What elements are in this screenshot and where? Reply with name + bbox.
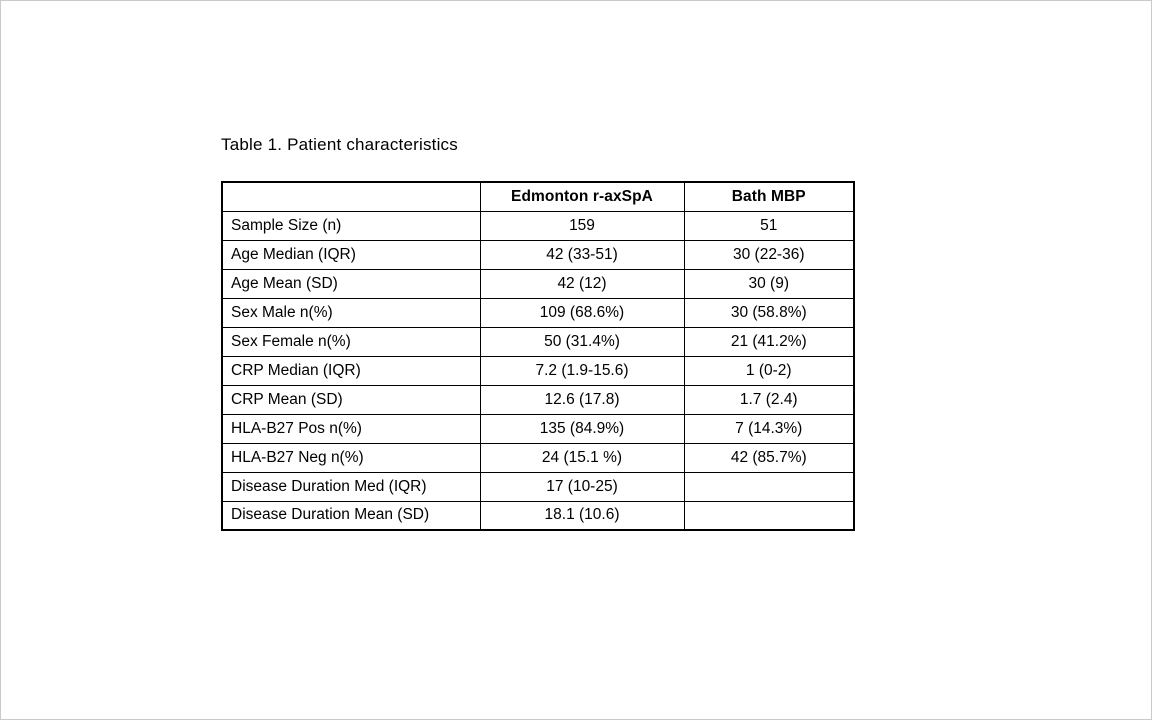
row-label: HLA-B27 Pos n(%) <box>222 414 480 443</box>
bath-value: 30 (22-36) <box>684 240 854 269</box>
edmonton-value: 12.6 (17.8) <box>480 385 684 414</box>
edmonton-value: 18.1 (10.6) <box>480 501 684 530</box>
bath-value: 51 <box>684 211 854 240</box>
row-label: Sample Size (n) <box>222 211 480 240</box>
header-empty-cell <box>222 182 480 211</box>
edmonton-value: 135 (84.9%) <box>480 414 684 443</box>
bath-value: 1 (0-2) <box>684 356 854 385</box>
table-row <box>222 269 854 298</box>
edmonton-value: 24 (15.1 %) <box>480 443 684 472</box>
bath-value: 42 (85.7%) <box>684 443 854 472</box>
edmonton-value: 109 (68.6%) <box>480 298 684 327</box>
table-row <box>222 414 854 443</box>
table-row <box>222 298 854 327</box>
edmonton-value: 159 <box>480 211 684 240</box>
table-row <box>222 472 854 501</box>
row-label: CRP Median (IQR) <box>222 356 480 385</box>
table-header-row <box>222 182 854 211</box>
edmonton-value: 42 (33-51) <box>480 240 684 269</box>
table-row <box>222 327 854 356</box>
bath-value: 1.7 (2.4) <box>684 385 854 414</box>
patient-characteristics-table <box>221 181 855 531</box>
edmonton-value: 42 (12) <box>480 269 684 298</box>
row-label: Sex Female n(%) <box>222 327 480 356</box>
table-row <box>222 443 854 472</box>
table-title: Table 1. Patient characteristics <box>221 135 458 154</box>
row-label: Age Mean (SD) <box>222 269 480 298</box>
edmonton-value: 50 (31.4%) <box>480 327 684 356</box>
table-row <box>222 356 854 385</box>
table-row <box>222 385 854 414</box>
row-label: Sex Male n(%) <box>222 298 480 327</box>
table-row <box>222 501 854 530</box>
bath-value: 30 (9) <box>684 269 854 298</box>
bath-value <box>684 501 854 530</box>
bath-value: 30 (58.8%) <box>684 298 854 327</box>
row-label: CRP Mean (SD) <box>222 385 480 414</box>
bath-value: 7 (14.3%) <box>684 414 854 443</box>
header-edmonton-cell: Edmonton r-axSpA <box>480 182 684 211</box>
bath-value <box>684 472 854 501</box>
table-row <box>222 211 854 240</box>
bath-value: 21 (41.2%) <box>684 327 854 356</box>
edmonton-value: 17 (10-25) <box>480 472 684 501</box>
header-bath-cell: Bath MBP <box>684 182 854 211</box>
row-label: Disease Duration Mean (SD) <box>222 501 480 530</box>
edmonton-value: 7.2 (1.9-15.6) <box>480 356 684 385</box>
row-label: Age Median (IQR) <box>222 240 480 269</box>
row-label: Disease Duration Med (IQR) <box>222 472 480 501</box>
row-label: HLA-B27 Neg n(%) <box>222 443 480 472</box>
table-row <box>222 240 854 269</box>
